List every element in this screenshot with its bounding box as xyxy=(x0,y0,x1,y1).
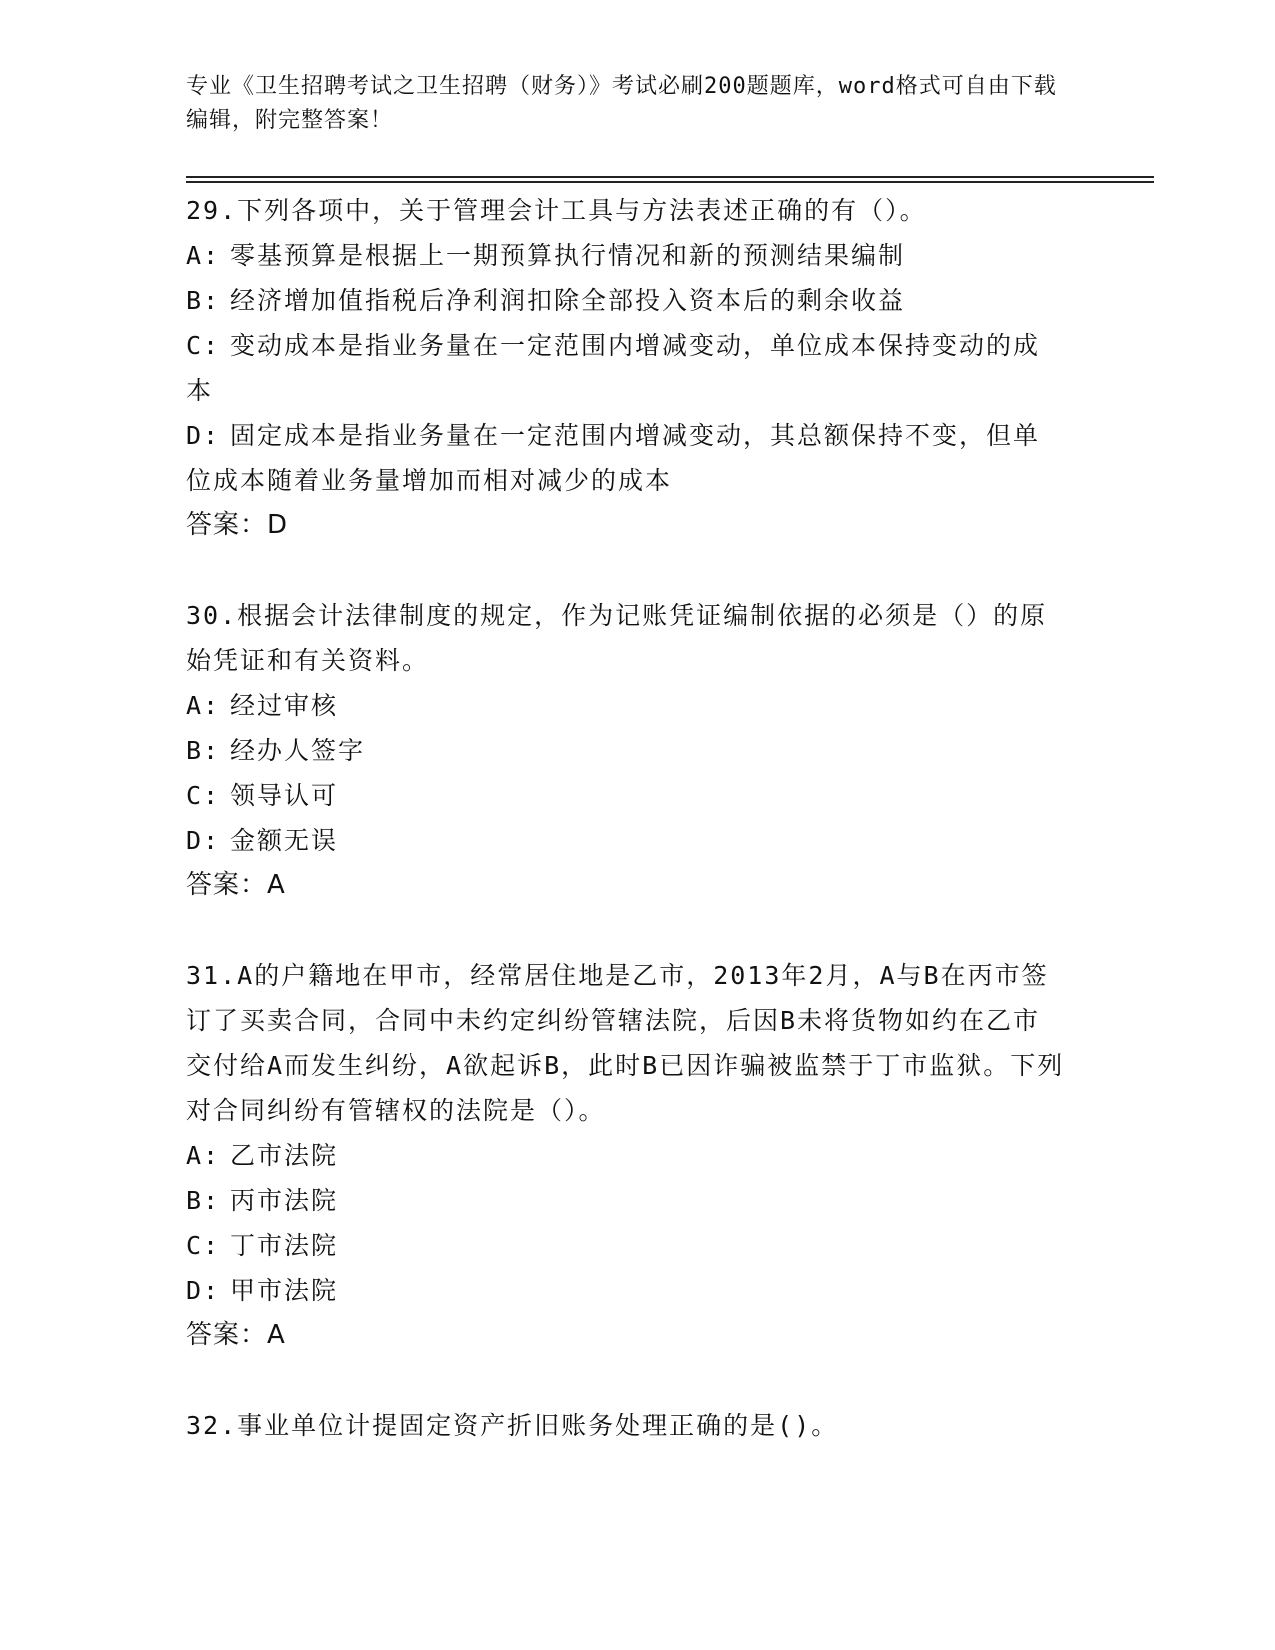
document-header: 专业《卫生招聘考试之卫生招聘（财务）》考试必刷200题题库，word格式可自由下载编辑，附完整答案！ xyxy=(186,74,1057,133)
question-30 xyxy=(186,593,1066,908)
option-c xyxy=(186,1223,1066,1268)
option-d xyxy=(186,413,1066,503)
option-b xyxy=(186,1178,1066,1223)
option-key: B: xyxy=(186,286,221,315)
option-key: D: xyxy=(186,826,221,855)
option-key: D: xyxy=(186,421,221,450)
option-b xyxy=(186,278,1066,323)
question-spacer xyxy=(186,548,1066,593)
header-rule-bottom xyxy=(186,181,1154,183)
option-c xyxy=(186,323,1066,413)
question-spacer xyxy=(186,908,1066,953)
option-text: 变动成本是指业务量在一定范围内增减变动，单位成本保持变动的成本 xyxy=(186,331,1041,405)
option-text: 经过审核 xyxy=(230,691,339,720)
question-stem: 29.下列各项中，关于管理会计工具与方法表述正确的有（）。 xyxy=(186,196,927,225)
option-key: B: xyxy=(186,736,221,765)
option-text: 经济增加值指税后净利润扣除全部投入资本后的剩余收益 xyxy=(230,286,906,315)
option-key: C: xyxy=(186,1231,221,1260)
option-text: 零基预算是根据上一期预算执行情况和新的预测结果编制 xyxy=(230,241,906,270)
option-a xyxy=(186,1133,1066,1178)
question-stem: 32.事业单位计提固定资产折旧账务处理正确的是()。 xyxy=(186,1411,839,1440)
option-text: 乙市法院 xyxy=(230,1141,339,1170)
option-key: A: xyxy=(186,241,221,270)
option-text: 丙市法院 xyxy=(230,1186,339,1215)
option-a xyxy=(186,233,1066,278)
option-d xyxy=(186,818,1066,863)
option-d xyxy=(186,1268,1066,1313)
question-stem: 30.根据会计法律制度的规定，作为记账凭证编制依据的必须是（）的原始凭证和有关资料。 xyxy=(186,601,1048,675)
option-c xyxy=(186,773,1066,818)
option-key: A: xyxy=(186,1141,221,1170)
option-text: 金额无误 xyxy=(230,826,339,855)
answer-line: 答案：D xyxy=(186,510,289,540)
option-text: 领导认可 xyxy=(230,781,339,810)
option-a xyxy=(186,683,1066,728)
option-key: C: xyxy=(186,331,221,360)
option-key: C: xyxy=(186,781,221,810)
option-b xyxy=(186,728,1066,773)
option-text: 甲市法院 xyxy=(230,1276,339,1305)
option-key: B: xyxy=(186,1186,221,1215)
answer-line: 答案：A xyxy=(186,1320,286,1350)
answer-line: 答案：A xyxy=(186,870,286,900)
question-list xyxy=(186,188,1066,1448)
question-stem: 31.A的户籍地在甲市，经常居住地是乙市，2013年2月，A与B在丙市签订了买卖合同，合同中未约定纠纷管辖法院，后因B未将货物如约在乙市交付给A而发生纠纷，A欲起诉B，此时B已因诈骗被监禁于丁市监狱。下列对合同纠纷有管辖权的法院是（）。 xyxy=(186,961,1065,1125)
option-key: A: xyxy=(186,691,221,720)
question-31 xyxy=(186,953,1066,1358)
option-text: 固定成本是指业务量在一定范围内增减变动，其总额保持不变，但单位成本随着业务量增加而相对减少的成本 xyxy=(186,421,1041,495)
question-32 xyxy=(186,1403,1066,1448)
question-29 xyxy=(186,188,1066,548)
option-key: D: xyxy=(186,1276,221,1305)
question-spacer xyxy=(186,1358,1066,1403)
header-rule-top xyxy=(186,176,1154,178)
option-text: 经办人签字 xyxy=(230,736,366,765)
option-text: 丁市法院 xyxy=(230,1231,339,1260)
